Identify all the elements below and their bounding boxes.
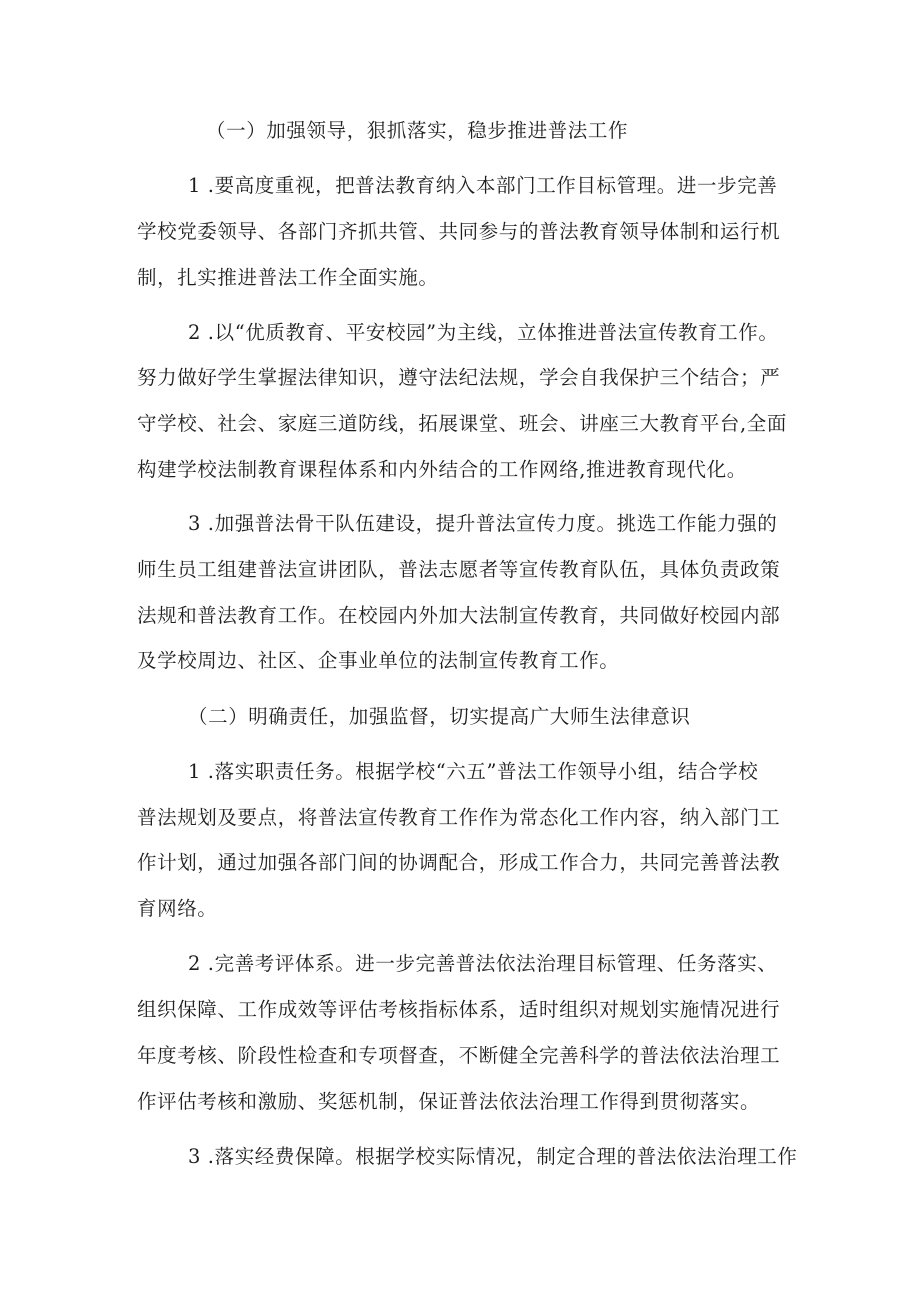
paragraph-1-3-line-4: 及学校周边、社区、企事业单位的法制宣传教育工作。 (137, 649, 620, 672)
paragraph-2-2-line-4: 作评估考核和激励、奖惩机制，保证普法依法治理工作得到贯彻落实。 (137, 1090, 761, 1113)
paragraph-1-1-line-2: 学校党委领导、各部门齐抓共管、共同参与的普法教育领导体制和运行机 (137, 220, 781, 243)
paragraph-2-2-line-2: 组织保障、工作成效等评估考核指标体系，适时组织对规划实施情况进行 (137, 998, 781, 1021)
paragraph-2-2-line-1: 2 .完善考评体系。进一步完善普法依法治理目标管理、任务落实、 (188, 952, 778, 975)
paragraph-1-2-line-3: 守学校、社会、家庭三道防线，拓展课堂、班会、讲座三大教育平台,全面 (137, 412, 787, 435)
paragraph-2-2-line-3: 年度考核、阶段性检查和专项督查，不断健全完善科学的普法依法治理工 (137, 1044, 781, 1067)
paragraph-1-2-line-4: 构建学校法制教育课程体系和内外结合的工作网络,推进教育现代化。 (137, 458, 747, 481)
paragraph-1-3-line-3: 法规和普法教育工作。在校园内外加大法制宣传教育，共同做好校园内部 (137, 604, 781, 627)
paragraph-2-3-line-1: 3 .落实经费保障。根据学校实际情况，制定合理的普法依法治理工作 (188, 1145, 798, 1168)
paragraph-2-1-line-2: 普法规划及要点，将普法宣传教育工作作为常态化工作内容，纳入部门工 (137, 806, 781, 829)
paragraph-1-2-line-2: 努力做好学生掌握法律知识，遵守法纪法规，学会自我保护三个结合；严 (137, 366, 781, 389)
paragraph-2-1-line-3: 作计划，通过加强各部门间的协调配合，形成工作合力，共同完善普法教 (137, 851, 781, 874)
section-heading-1: （一）加强领导，狠抓落实，稳步推进普法工作 (206, 119, 629, 142)
paragraph-2-1-line-1: 1 .落实职责任务。根据学校“六五”普法工作领导小组，结合学校 (188, 760, 759, 783)
section-heading-2: （二）明确责任，加强监督，切实提高广大师生法律意识 (188, 705, 691, 728)
paragraph-1-3-line-1: 3 .加强普法骨干队伍建设，提升普法宣传力度。挑选工作能力强的 (188, 512, 778, 535)
paragraph-1-1-line-1: 1 .要高度重视，把普法教育纳入本部门工作目标管理。进一步完善 (188, 174, 778, 197)
paragraph-2-1-line-4: 育网络。 (137, 897, 218, 920)
paragraph-1-3-line-2: 师生员工组建普法宣讲团队，普法志愿者等宣传教育队伍，具体负责政策 (137, 558, 781, 581)
paragraph-1-1-line-3: 制，扎实推进普法工作全面实施。 (137, 266, 439, 289)
paragraph-1-2-line-1: 2 .以“优质教育、平安校园”为主线，立体推进普法宣传教育工作。 (188, 321, 779, 344)
